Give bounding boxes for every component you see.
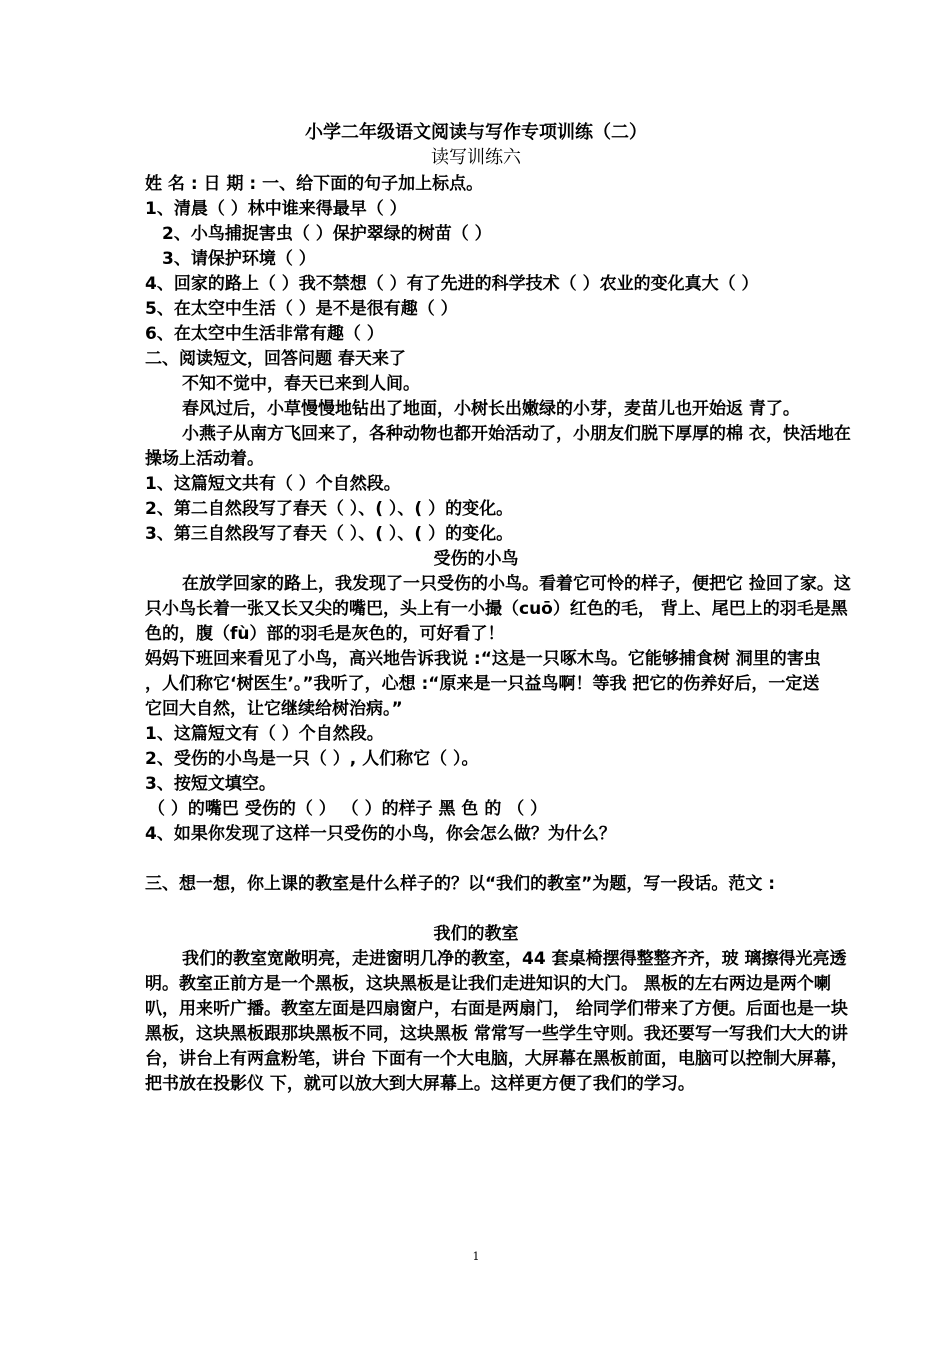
passage-line: 小燕子从南方飞回来了，各种动物也都开始活动了，小朋友们脱下厚厚的棉 衣，快活地在 — [182, 424, 851, 444]
essay-line: 黑板，这块黑板跟那块黑板不同，这块黑板 常常写一些学生守则。我还要写一写我们大大的讲 — [145, 1024, 848, 1044]
passage-line: ，人们称它‘树医生’。”我听了，心想 :“原来是一只益鸟啊！等我 把它的伤养好后，一定送 — [145, 674, 820, 694]
punctuation-item: 6、在太空中生活非常有趣（ ） — [145, 324, 384, 344]
passage-line: 妈妈下班回来看见了小鸟，高兴地告诉我说 :“这是一只啄木鸟。它能够捕食树 洞里的害虫 — [145, 649, 821, 669]
question-line: 1、这篇短文有（ ）个自然段。 — [145, 724, 384, 744]
section3-heading: 三、想一想，你上课的教室是什么样子的？以“我们的教室”为题，写一段话。范文 : — [145, 874, 776, 894]
essay-line: 我们的教室宽敞明亮，走进窗明几净的教室，44 套桌椅摆得整整齐齐，玻 璃擦得光亮透 — [182, 949, 847, 969]
passage-line: 它回大自然，让它继续给树治病。” — [145, 699, 403, 719]
punctuation-item: 3、请保护环境（ ） — [162, 249, 316, 269]
passage-line: 操场上活动着。 — [145, 449, 264, 469]
name-date-heading: 姓 名 : 日 期 : 一、给下面的句子加上标点。 — [145, 174, 484, 194]
passage-line: 色的，腹（fù）部的羽毛是灰色的，可好看了！ — [145, 624, 505, 644]
question-line: 2、受伤的小鸟是一只（ ）, 人们称它（ ）。 — [145, 749, 479, 769]
essay-line: 明。教室正前方是一个黑板，这块黑板是让我们走进知识的大门。 黑板的左右两边是两个喇 — [145, 974, 831, 994]
passage-title: 受伤的小鸟 — [433, 549, 519, 569]
document-subtitle: 读写训练六 — [431, 147, 521, 168]
punctuation-item: 5、在太空中生活（ ）是不是很有趣（ ） — [145, 299, 458, 319]
question-line: 1、这篇短文共有（ ）个自然段。 — [145, 474, 401, 494]
essay-line: 叭，用来听广播。教室左面是四扇窗户，右面是两扇门， 给同学们带来了方便。后面也是一块 — [145, 999, 848, 1019]
punctuation-item: 4、回家的路上（ ）我不禁想（ ）有了先进的科学技术（ ）农业的变化真大（ ） — [145, 274, 759, 294]
passage-line: 在放学回家的路上，我发现了一只受伤的小鸟。看着它可怜的样子，便把它 捡回了家。这 — [182, 574, 851, 594]
question-line: 2、第二自然段写了春天（ ）、( ）、( ）的变化。 — [145, 499, 514, 519]
passage-line: 不知不觉中，春天已来到人间。 — [182, 374, 420, 394]
essay-line: 台，讲台上有两盒粉笔，讲台 下面有一个大电脑，大屏幕在黑板前面，电脑可以控制大屏幕， — [145, 1049, 848, 1069]
passage-line: 春风过后，小草慢慢地钻出了地面，小树长出嫩绿的小芽，麦苗儿也开始返 青了。 — [182, 399, 800, 419]
question-line: （ ）的嘴巴 受伤的（ ） （ ）的样子 黑 色 的 （ ） — [148, 799, 548, 819]
question-line: 4、如果你发现了这样一只受伤的小鸟，你会怎么做？为什么？ — [145, 824, 616, 844]
question-line: 3、第三自然段写了春天（ ）、( ）、( ）的变化。 — [145, 524, 514, 544]
section2-heading: 二、阅读短文，回答问题 春天来了 — [145, 349, 406, 369]
essay-title: 我们的教室 — [433, 924, 519, 944]
question-line: 3、按短文填空。 — [145, 774, 276, 794]
punctuation-item: 1、清晨（ ）林中谁来得最早（ ） — [145, 199, 407, 219]
essay-line: 把书放在投影仪 下，就可以放大到大屏幕上。这样更方便了我们的学习。 — [145, 1074, 695, 1094]
passage-line: 只小鸟长着一张又长又尖的嘴巴，头上有一小撮（cuō）红色的毛， 背上、尾巴上的羽毛是黑 — [145, 599, 848, 619]
document-title: 小学二年级语文阅读与写作专项训练（二） — [305, 122, 647, 143]
page-number: 1 — [472, 1250, 480, 1263]
punctuation-item: 2、小鸟捕捉害虫（ ）保护翠绿的树苗（ ） — [162, 224, 492, 244]
